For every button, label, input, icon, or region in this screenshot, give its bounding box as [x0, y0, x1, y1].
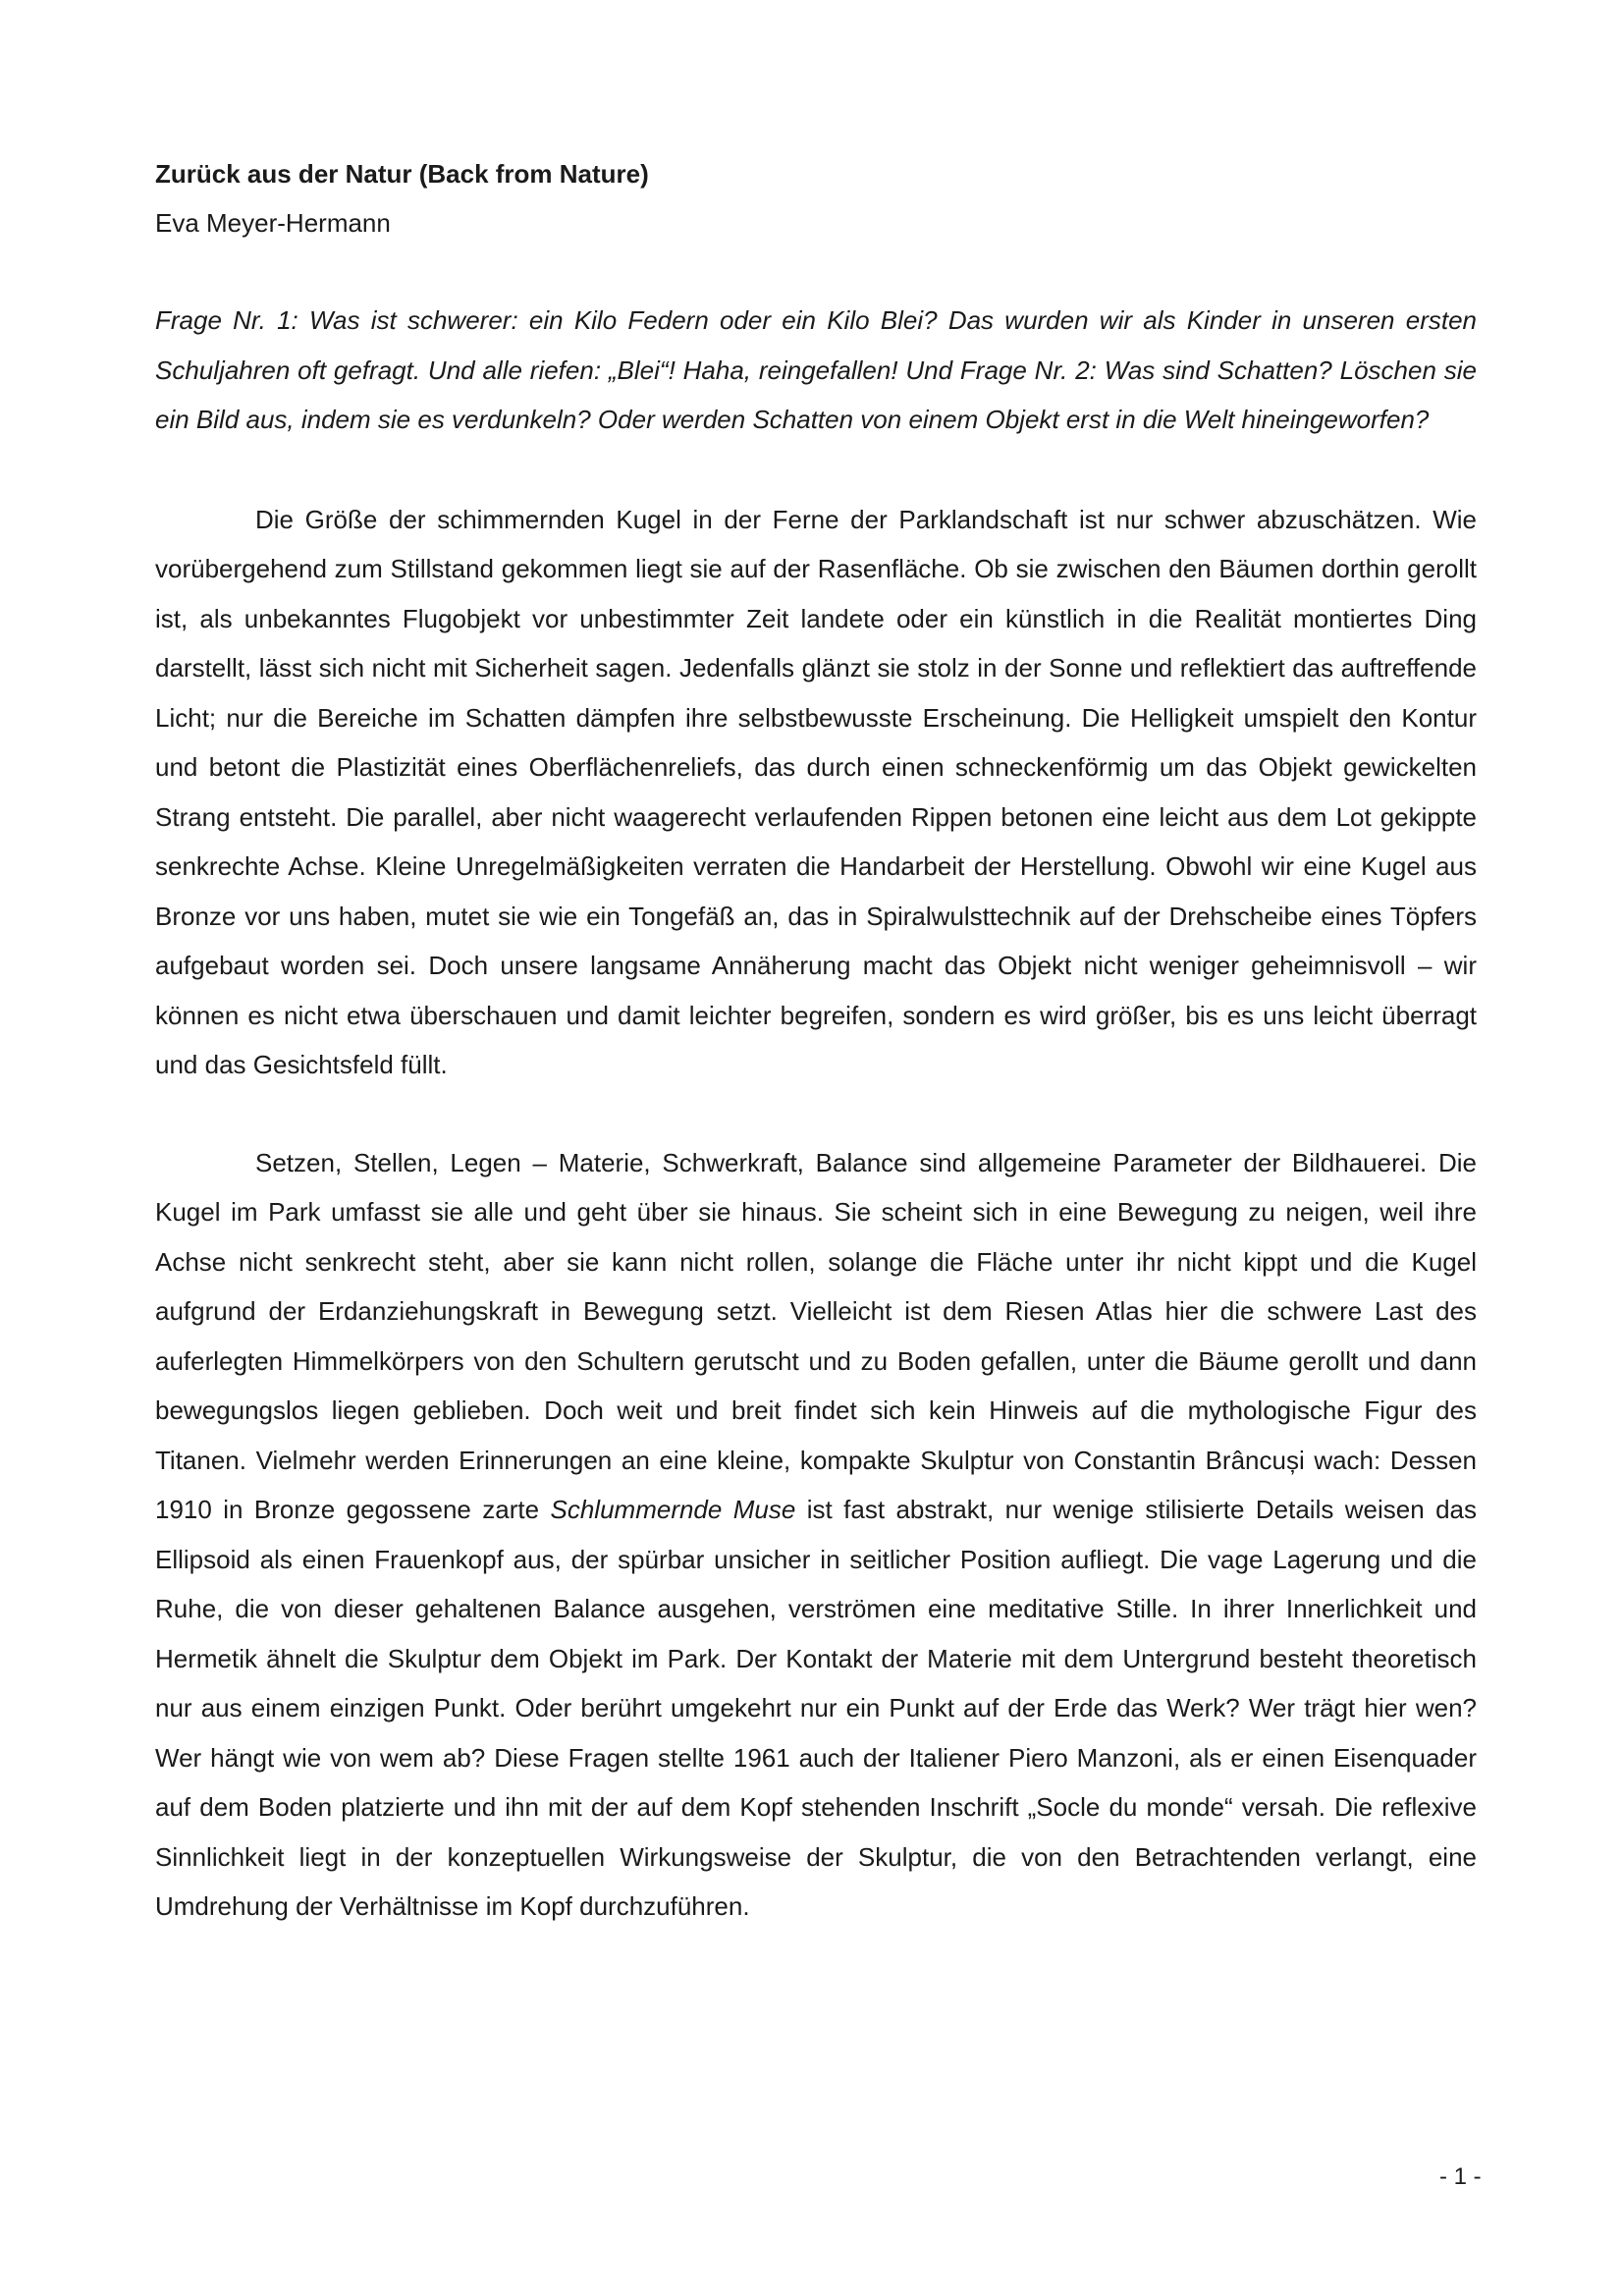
paragraph-2-text-start: Setzen, Stellen, Legen – Materie, Schwerkraft, Balance sind allgemeine Parameter der Bildhauerei. Die Kugel im Park umfasst sie alle und geht über sie hinaus. Sie scheint sich in eine Bewegung zu neigen, weil ihre Achse nicht senkrecht steht, aber sie kann nicht rollen, solange die Fläche unter ihr nicht kippt und die Kugel aufgrund der Erdanziehungskraft in Bewegung setzt. Vielleicht ist dem Riesen Atlas hier die schwere Last des auferlegten Himmelkörpers von den Schultern gerutscht und zu Boden gefallen, unter die Bäume gerollt und dann bewegungslos liegen geblieben. Doch weit und breit findet sich kein Hinweis auf die mythologische Figur des Titanen. Vielmehr werden Erinnerungen an eine kleine, kompakte Skulptur von Constantin Brâncuși wach: Dessen 1910 in Bronze gegossene zarte — [155, 1147, 1477, 1524]
body-paragraph-2 — [155, 1138, 1477, 1932]
artwork-title-italic: Schlummernde Muse — [550, 1495, 796, 1524]
document-title: Zurück aus der Natur (Back from Nature) — [155, 159, 649, 189]
document-author: Eva Meyer-Hermann — [155, 208, 391, 238]
body-paragraph-1: Die Größe der schimmernden Kugel in der Ferne der Parklandschaft ist nur schwer abzuschätzen. Wie vorübergehend zum Stillstand gekommen liegt sie auf der Rasenfläche. Ob sie zwischen den Bäumen dorthin gerollt ist, als unbekanntes Flugobjekt vor unbestimmter Zeit landete oder ein künstlich in die Realität montiertes Ding darstellt, lässt sich nicht mit Sicherheit sagen. Jedenfalls glänzt sie stolz in der Sonne und reflektiert das auftreffende Licht; nur die Bereiche im Schatten dämpfen ihre selbstbewusste Erscheinung. Die Helligkeit umspielt den Kontur und betont die Plastizität eines Oberflächenreliefs, das durch einen schneckenförmig um das Objekt gewickelten Strang entsteht. Die parallel, aber nicht waagerecht verlaufenden Rippen betonen eine leicht aus dem Lot gekippte senkrechte Achse. Kleine Unregelmäßigkeiten verraten die Handarbeit der Herstellung. Obwohl wir eine Kugel aus Bronze vor uns haben, mutet sie wie ein Tongefäß an, das in Spiralwulsttechnik auf der Drehscheibe eines Töpfers aufgebaut worden sei. Doch unsere langsame Annäherung macht das Objekt nicht weniger geheimnisvoll – wir können es nicht etwa überschauen und damit leichter begreifen, sondern es wird größer, bis es uns leicht überragt und das Gesichtsfeld füllt. — [155, 504, 1477, 1079]
page-number: - 1 - — [1439, 2163, 1482, 2190]
intro-paragraph: Frage Nr. 1: Was ist schwerer: ein Kilo Federn oder ein Kilo Blei? Das wurden wir als Kinder in unseren ersten Schuljahren oft gefragt. Und alle riefen: „Blei“! Haha, reingefallen! Und Frage Nr. 2: Was sind Schatten? Löschen sie ein Bild aus, indem sie es verdunkeln? Oder werden Schatten von einem Objekt erst in die Welt hineingeworfen? — [155, 305, 1477, 434]
paragraph-2-text-end: ist fast abstrakt, nur wenige stilisierte Details weisen das Ellipsoid als einen Frauenkopf aus, der spürbar unsicher in seitlicher Position aufliegt. Die vage Lagerung und die Ruhe, die von dieser gehaltenen Balance ausgehen, verströmen eine meditative Stille. In ihrer Innerlichkeit und Hermetik ähnelt die Skulptur dem Objekt im Park. Der Kontakt der Materie mit dem Untergrund besteht theoretisch nur aus einem einzigen Punkt. Oder berührt umgekehrt nur ein Punkt auf der Erde das Werk? Wer trägt hier wen? Wer hängt wie von wem ab? Diese Fragen stellte 1961 auch der Italiener Piero Manzoni, als er einen Eisenquader auf dem Boden platzierte und ihn mit der auf dem Kopf stehenden Inschrift „Socle du monde“ versah. Die reflexive Sinnlichkeit liegt in der konzeptuellen Wirkungsweise der Skulptur, die von den Betrachtenden verlangt, eine Umdrehung der Verhältnisse im Kopf durchzuführen. — [155, 1495, 1478, 1921]
document-body — [155, 149, 1477, 1932]
